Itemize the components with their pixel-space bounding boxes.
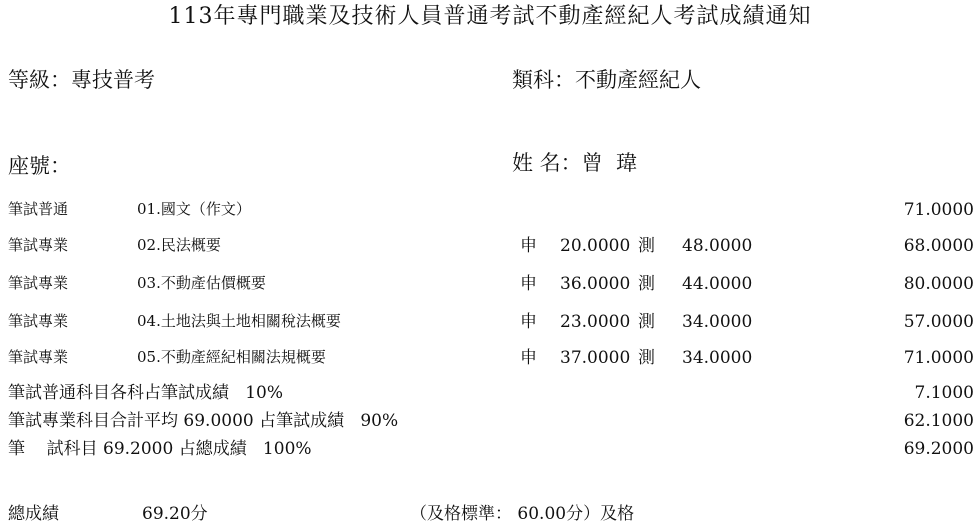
subject-type: 筆試專業 xyxy=(8,274,69,292)
pass-standard: （及格標準： 60.00分）及格 xyxy=(410,504,635,524)
subject-name: 02.民法概要 xyxy=(137,236,221,254)
subject-name: 01.國文（作文） xyxy=(137,200,251,218)
page-title: 113年專門職業及技術人員普通考試不動產經紀人考試成績通知 xyxy=(168,4,812,29)
test-score: 44.0000 xyxy=(682,274,753,294)
subject-type: 筆試專業 xyxy=(8,312,69,330)
subject-type: 筆試普通 xyxy=(8,200,69,218)
candidate-name: 姓 名：曾 瑋 xyxy=(512,151,638,175)
summary-text: 筆試專業科目合計平均 69.0000 占筆試成績 90% xyxy=(8,411,399,431)
test-mark: 測 xyxy=(638,274,655,294)
total-score-value: 69.20分 xyxy=(142,504,208,524)
subject-score: 57.0000 xyxy=(903,312,974,332)
summary-value: 7.1000 xyxy=(914,383,974,403)
seat-number-label: 座號： xyxy=(8,154,71,178)
test-mark: 測 xyxy=(638,348,655,368)
exam-level: 等級：專技普考 xyxy=(8,68,155,92)
test-score: 34.0000 xyxy=(682,348,753,368)
test-mark: 測 xyxy=(638,236,655,256)
test-score: 34.0000 xyxy=(682,312,753,332)
subject-score: 71.0000 xyxy=(903,348,974,368)
subject-type: 筆試專業 xyxy=(8,348,69,366)
subject-type: 筆試專業 xyxy=(8,236,69,254)
subject-score: 68.0000 xyxy=(903,236,974,256)
summary-value: 69.2000 xyxy=(903,439,974,459)
application-mark: 申 xyxy=(520,348,537,368)
subject-name: 03.不動產估價概要 xyxy=(137,274,266,292)
application-score: 20.0000 xyxy=(560,236,631,256)
test-mark: 測 xyxy=(638,312,655,332)
total-score-label: 總成績 xyxy=(8,504,59,524)
application-mark: 申 xyxy=(520,236,537,256)
subject-score: 80.0000 xyxy=(903,274,974,294)
subject-name: 05.不動產經紀相關法規概要 xyxy=(137,348,326,366)
summary-value: 62.1000 xyxy=(903,411,974,431)
summary-text: 筆 試科目 69.2000 占總成績 100% xyxy=(8,439,312,459)
subject-name: 04.土地法與土地相關稅法概要 xyxy=(137,312,341,330)
application-mark: 申 xyxy=(520,274,537,294)
application-score: 23.0000 xyxy=(560,312,631,332)
exam-category: 類科：不動產經紀人 xyxy=(512,68,701,92)
summary-text: 筆試普通科目各科占筆試成績 10% xyxy=(8,383,283,403)
subject-score: 71.0000 xyxy=(903,200,974,220)
application-mark: 申 xyxy=(520,312,537,332)
application-score: 36.0000 xyxy=(560,274,631,294)
test-score: 48.0000 xyxy=(682,236,753,256)
application-score: 37.0000 xyxy=(560,348,631,368)
